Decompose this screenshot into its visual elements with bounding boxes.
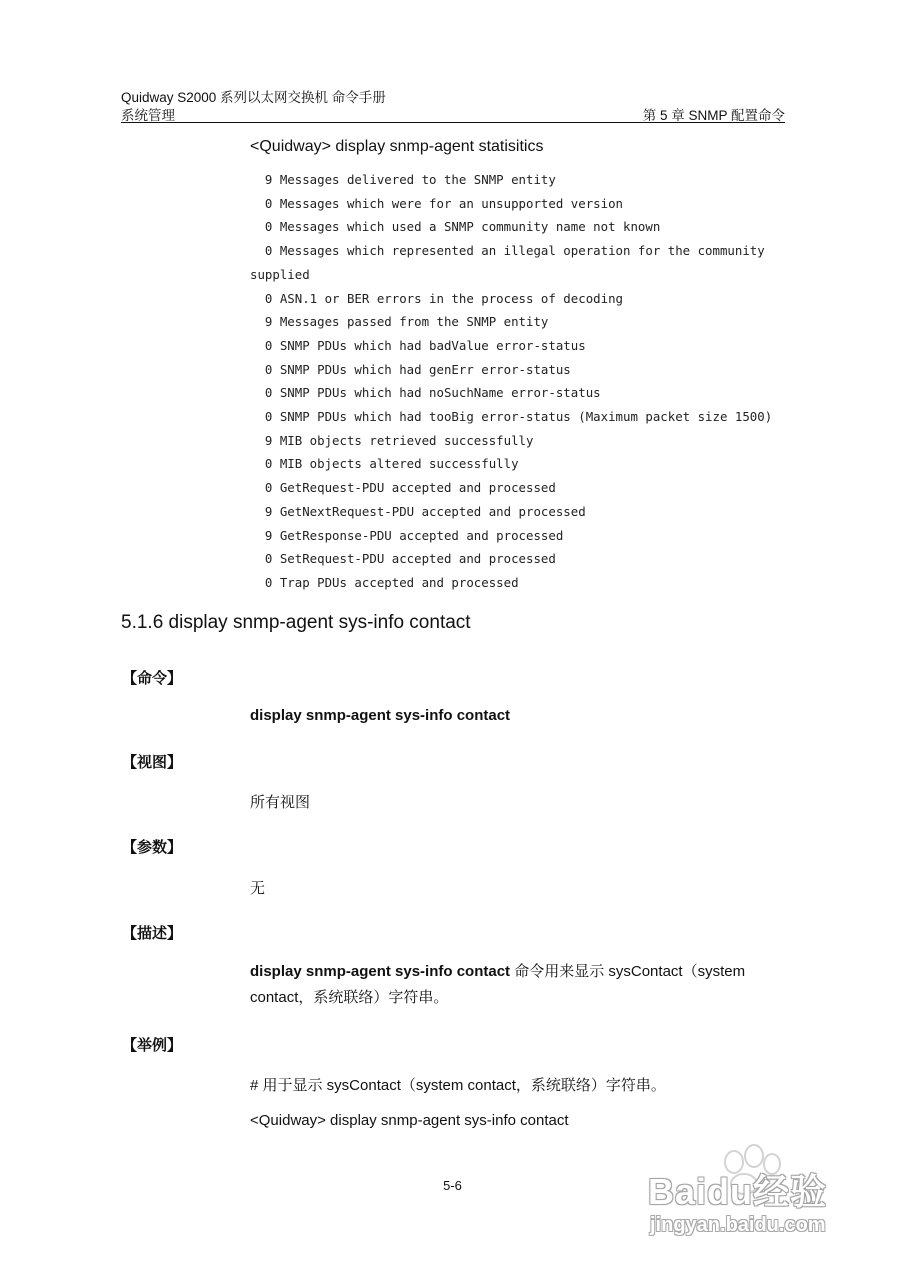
output-line: 0 MIB objects altered successfully [250, 456, 519, 472]
header-divider [121, 122, 785, 123]
output-line: 0 SNMP PDUs which had noSuchName error-status [250, 385, 601, 401]
output-line: 9 MIB objects retrieved successfully [250, 432, 534, 448]
section-heading: 5.1.6 display snmp-agent sys-info contact [121, 612, 471, 633]
output-line: 0 SNMP PDUs which had tooBig error-status (Maximum packet size 1500) [250, 409, 773, 424]
output-line: 0 Messages which were for an unsupported version [250, 195, 623, 211]
page-number: 5-6 [443, 1178, 462, 1193]
output-line: 0 Messages which used a SNMP community name not known [250, 219, 661, 235]
command-syntax: display snmp-agent sys-info contact [250, 707, 511, 724]
output-line: 0 GetRequest-PDU accepted and processed [250, 480, 556, 496]
example-label: 【举例】 [122, 1037, 183, 1054]
output-line: 0 SetRequest-PDU accepted and processed [250, 551, 556, 567]
params-value: 无 [250, 880, 266, 897]
desc-command-bold: display snmp-agent sys-info contact [250, 963, 511, 980]
output-line: 9 GetNextRequest-PDU accepted and processed [250, 503, 586, 519]
watermark-brand: Baidu经验 [648, 1171, 828, 1212]
output-line: 0 SNMP PDUs which had badValue error-status [250, 337, 586, 353]
desc-paragraph [250, 959, 786, 1011]
output-line: 9 GetResponse-PDU accepted and processed [250, 527, 564, 543]
header-section-left: 系统管理 [121, 108, 175, 123]
header-chapter-right: 第 5 章 SNMP 配置命令 [642, 108, 785, 123]
output-line: 0 Messages which represented an illegal operation for the community [250, 243, 765, 259]
view-label: 【视图】 [122, 754, 183, 771]
output-line: supplied [250, 266, 310, 282]
example-comment: # 用于显示 sysContact（system contact，系统联络）字符串。 [250, 1077, 666, 1094]
watermark-url: jingyan.baidu.com [650, 1214, 826, 1236]
output-line: 0 Trap PDUs accepted and processed [250, 574, 519, 590]
params-label: 【参数】 [122, 839, 183, 856]
desc-label: 【描述】 [122, 925, 183, 942]
header-manual-title: Quidway S2000 系列以太网交换机 命令手册 [121, 90, 386, 105]
view-value: 所有视图 [250, 794, 311, 811]
prev-example-command: <Quidway> display snmp-agent statisitics [250, 138, 544, 155]
output-line: 0 ASN.1 or BER errors in the process of decoding [250, 290, 623, 306]
output-line: 9 Messages delivered to the SNMP entity [250, 172, 556, 187]
desc-text: 命令用来显示 sysContact（system contact，系统联络）字符串。 [250, 963, 746, 1006]
output-line: 9 Messages passed from the SNMP entity [250, 314, 549, 330]
output-line: 0 SNMP PDUs which had genErr error-status [250, 361, 571, 377]
example-command: <Quidway> display snmp-agent sys-info contact [250, 1112, 569, 1129]
command-label: 【命令】 [122, 670, 183, 687]
